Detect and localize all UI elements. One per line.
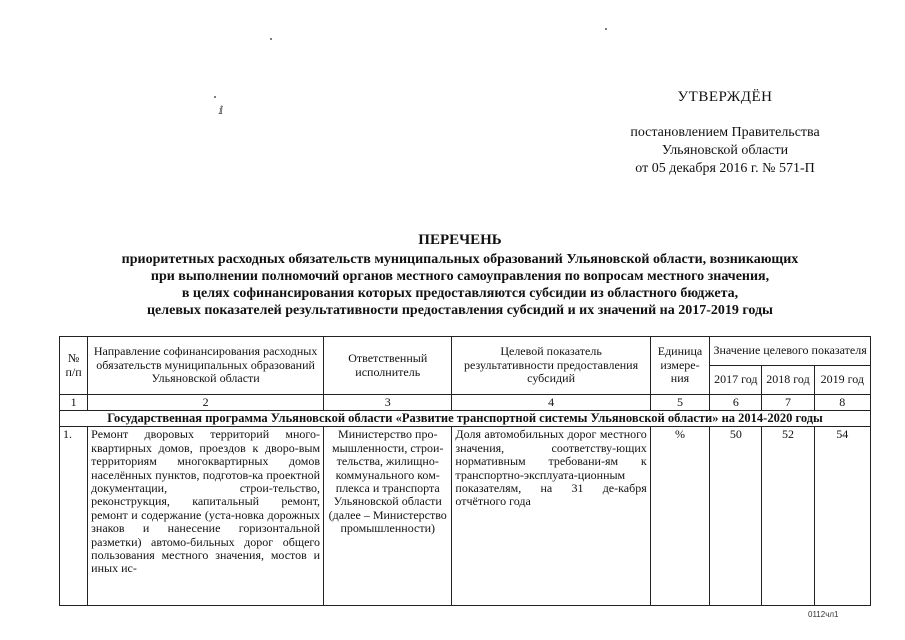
program-title: Государственная программа Ульяновской области «Развитие транспортной системы Ульяновской области» на 2014-2020 годы: [60, 411, 871, 427]
row-indicator: Доля автомобильных дорог местного значения, соответству-ющих нормативным требовани-ям к транспортно-эксплуата-ционным показателям, на 31 де-кабря отчётного года: [452, 427, 650, 606]
pen-mark: ⅈ: [219, 105, 224, 117]
row-unit: %: [650, 427, 709, 606]
approval-block: [560, 88, 890, 178]
row-num: 1.: [60, 427, 88, 606]
row-value-2019: 54: [814, 427, 870, 606]
approval-line-1: постановлением Правительства: [630, 125, 820, 140]
header-value: Значение целевого показателя: [710, 337, 871, 366]
header-year-2018: 2018 год: [762, 366, 814, 395]
header-year-2017: 2017 год: [710, 366, 762, 395]
title-line-3: в целях софинансирования которых предоставляются субсидии из областного бюджета,: [181, 286, 739, 301]
scan-speck: [270, 38, 272, 40]
approval-line-2: Ульяновской области: [661, 143, 789, 158]
row-value-2017: 50: [710, 427, 762, 606]
row-executor: Министерство про-мышленности, строи-тельства, жилищно-коммунального ком-плекса и транспорта Ульяновской области (далее – Министерство промышленности): [324, 427, 452, 606]
column-number: 4: [452, 395, 650, 411]
column-number: 2: [88, 395, 324, 411]
column-number: 3: [324, 395, 452, 411]
column-number: 1: [60, 395, 88, 411]
column-number: 6: [710, 395, 762, 411]
approval-line-3: от 05 декабря 2016 г. № 571-П: [635, 161, 815, 176]
row-direction: Ремонт дворовых территорий много-квартирных домов, проездов к дворо-вым территориям многоквартирных домов населённых пунктов, подготов-ка проектной документации, строи-тельство, реконструкция, капитальный ремонт, ремонт и содержание (уста-новка дорожных знаков и нанесение горизонтальной разметки) автомо-бильных дорог общего пользования местного значения, мостов и иных ис-: [88, 427, 324, 606]
document-stamp: 0112чл1: [808, 610, 839, 619]
table-row: [60, 427, 871, 606]
obligations-table: [59, 336, 871, 606]
scan-speck: [214, 96, 216, 98]
header-direction: Направление софинансирования расходных обязательств муниципальных образований Ульяновской области: [88, 337, 324, 395]
title-main: ПЕРЕЧЕНЬ: [418, 232, 502, 248]
row-value-2018: 52: [762, 427, 814, 606]
title-line-2: при выполнении полномочий органов местного самоуправления по вопросам местного значения,: [150, 269, 770, 284]
header-executor: Ответственный исполнитель: [324, 337, 452, 395]
header-year-2019: 2019 год: [814, 366, 870, 395]
scan-speck: [605, 28, 607, 30]
column-number: 8: [814, 395, 870, 411]
column-number: 5: [650, 395, 709, 411]
program-row: [60, 411, 871, 427]
header-unit: Единица измере-ния: [650, 337, 709, 395]
header-indicator: Целевой показатель результативности предоставления субсидий: [452, 337, 650, 395]
title-line-4: целевых показателей результативности предоставления субсидий и их значений на 2017-2019 годы: [146, 303, 773, 318]
column-number: 7: [762, 395, 814, 411]
header-num: № п/п: [60, 337, 88, 395]
approval-heading: УТВЕРЖДЁН: [677, 89, 773, 105]
title-line-1: приоритетных расходных обязательств муниципальных образований Ульяновской области, возникающих: [121, 252, 799, 267]
column-number-row: [60, 395, 871, 411]
table-header-row: [60, 337, 871, 366]
document-title: [40, 232, 880, 319]
